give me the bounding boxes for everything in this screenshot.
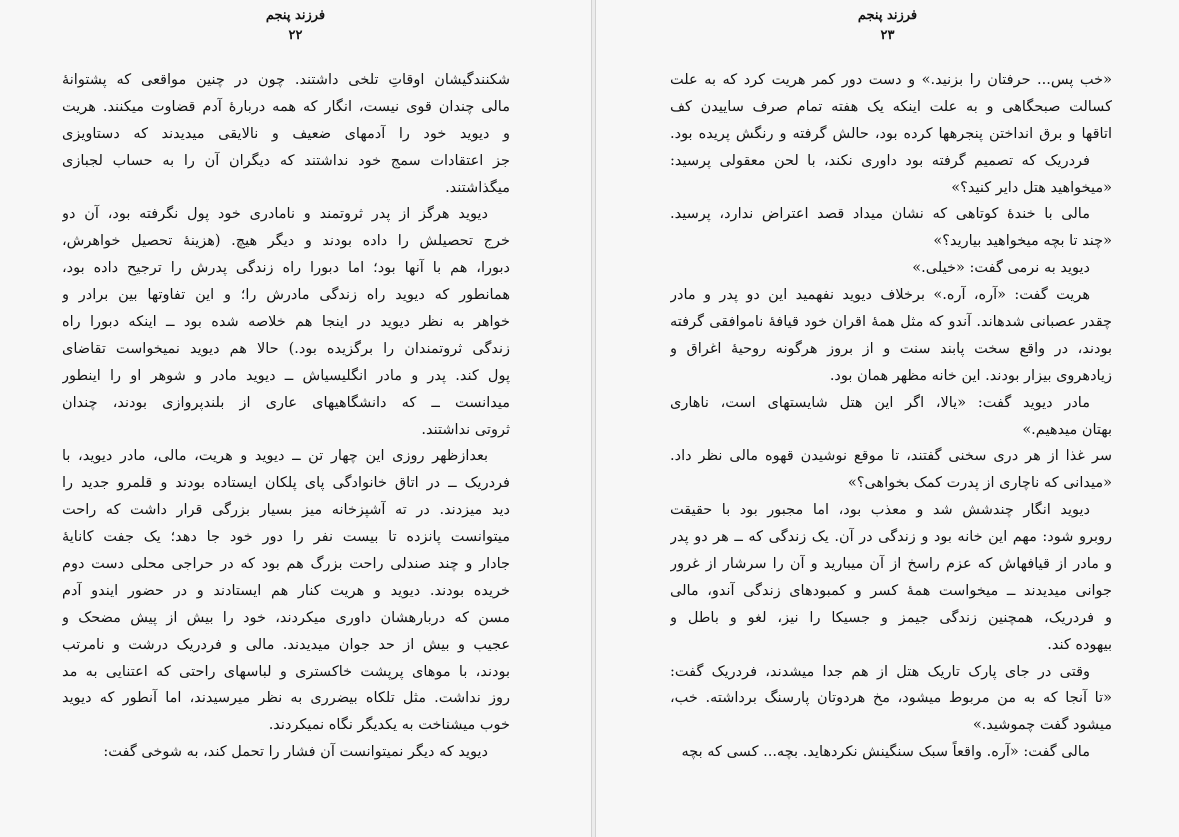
page-number: ۲۳ [880, 28, 895, 43]
running-title: فرزند پنجم [857, 8, 918, 23]
text-line: «چند تا بچه میخواهید بیارید؟» [933, 233, 1112, 250]
text-line: و مادر از قیافهاش که عزم راسخ از آن میبارید و آن را سرشار از غرور [670, 556, 1112, 573]
text-line: مالی گفت: «آره. واقعاً سبک سنگینش نکردهاید. بچه... کسی که بچه [681, 744, 1090, 761]
text-line: پول کند. پدر و مادر انگلیسیاش ــ دیوید مادر و شوهر او را اینطور [62, 367, 510, 384]
text-line: خواهر به نظر دیوید در اینجا هم خلاصه شده بود ــ اینکه دبورا راه [62, 314, 510, 331]
text-line: شکنندگیشان اوقاتِ تلخی داشتند. چون در چنین مواقعی که پشتوانهٔ [62, 72, 510, 88]
text-line: روز نداشت. مثل تلکاه بیضرری به نظر میرسیدند، اما آنطور که دیوید [62, 690, 510, 707]
text-line: و دیوید خود را آدمهای ضعیف و نالایقی میدیدند که دستاویزی [62, 125, 510, 142]
page-number: ۲۲ [288, 28, 303, 43]
text-line: «تا آنجا که به من مربوط میشود، مخ هردوتان پارسنگ برداشته. خب، [670, 690, 1112, 707]
text-line: فردریک که تصمیم گرفته بود داوری نکند، با لحن معقولی پرسید: [670, 152, 1090, 169]
text-line: مالی چندان قوی نیست، انگار که همه دربارهٔ آدم قضاوت میکنند. هریت [62, 98, 510, 115]
text-line: «میخواهید هتل دایر کنید؟» [951, 179, 1112, 196]
text-line: خریده بودند. دیوید و هریت کنار هم ایستادند و در حضور ایندو آدم [62, 582, 510, 599]
text-line: سر غذا از هر دری سخنی گفتند، تا موقع نوشیدن قهوه مالی نظر داد. [670, 448, 1112, 465]
body-text [62, 67, 510, 766]
text-line: روبرو شود: مهم این خانه بود و زندگی در آن. یک زندگی که ــ هر دو پدر [670, 529, 1112, 546]
text-line: بعدازظهر روزی این چهار تن ــ دیوید و هریت، مالی، مادر دیوید، با [62, 448, 488, 465]
text-line: دیوید که دیگر نمیتوانست آن فشار را تحمل کند، به شوخی گفت: [103, 744, 488, 761]
text-line: کسالت صبحگاهی و به علت اینکه یک هفته تمام صرف ساییدن کف [670, 98, 1112, 115]
text-line: مادر دیوید گفت: «یالا، اگر این هتل شایستهای است، ناهاری [670, 394, 1090, 411]
text-line: خوب میشناخت به یکدیگر نگاه نمیکردند. [268, 717, 510, 734]
text-line: و فردریک، همچنین زندگی جیمز و جسیکا را نیز، لغو و باطل و [670, 609, 1112, 626]
text-line: بیهوده کند. [1047, 636, 1112, 653]
text-line: زندگی ثروتمندان را برگزیده بود.) حالا هم دیوید نمیخواست تقاضای [62, 340, 510, 357]
text-line: بودند، با موهای پرپشت خاکستری و لباسهای راحتی که اعتنایی به مد [62, 663, 510, 680]
text-line: زیادهروی بیزار بودند. این خانه مظهر همان بود. [829, 367, 1112, 384]
text-line: دبورا، هم با آنها بود؛ اما دبورا راه زندگی پدرش را ترجیح داده بود، [62, 260, 510, 277]
text-line: میگذاشتند. [445, 179, 510, 196]
text-line: دید میزدند. در ته آشپزخانه میز بسیار بزرگی قرار داشت که راحت [62, 502, 510, 519]
running-title: فرزند پنجم [265, 8, 326, 23]
text-line: دیوید انگار چندشش شد و معذب بود، اما مجبور بود با حقیقت [670, 502, 1090, 519]
text-line: جادار و چند صندلی راحت بزرگ هم بود که در حراجی محلی دست دوم [62, 556, 510, 573]
text-line: وقتی در جای پارک تاریک هتل از هم جدا میشدند، فردریک گفت: [670, 663, 1090, 680]
text-line: «خب پس... حرفتان را بزنید.» و دست دور کمر هریت کرد که به علت [670, 72, 1112, 88]
text-line: دیوید به نرمی گفت: «خیلی.» [912, 260, 1090, 277]
text-line: اتاقها و برق انداختن پنجرهها کرده بود، حالش گرفته و رنگش پریده بود. [670, 125, 1112, 142]
text-line: جز اعتقادات سمج خود نداشتند که دیگران آن را به حساب لجبازی [62, 152, 510, 169]
body-text [670, 67, 1112, 766]
page-header [0, 8, 591, 44]
text-line: جوانی میدیدند ــ میخواست همهٔ کسر و کمبودهای زندگی آندو، مالی [670, 582, 1112, 599]
text-line: بودند، در واقع سخت پابند سنت و از بروز هرگونه روحیهٔ اغراق و [670, 340, 1112, 357]
text-line: مسن که دربارهشان داوری میکردند، خود را بیش از پیش مضحک و [62, 609, 510, 626]
text-line: عجیب و بیش از حد جوان میدیدند. مالی و فردریک درشت و نامرتب [62, 636, 510, 653]
page-header [596, 8, 1179, 44]
text-line: همانطور که دیوید راه زندگی مادرش را؛ و این تفاوتها بین برادر و [62, 287, 510, 304]
text-line: «میدانی که ناچاری از پدرت کمک بخواهی؟» [847, 475, 1112, 492]
text-line: ثروتی نداشتند. [421, 421, 510, 438]
text-line: میدانست ــ که دانشگاهیهای عاری از بلندپروازی بودند، چندان [62, 394, 510, 411]
text-line: مالی با خندهٔ کوتاهی که نشان میداد قصد اعتراض ندارد، پرسید. [670, 206, 1090, 223]
text-line: دیوید هرگز از پدر ثروتمند و نامادری خود پول نگرفته بود، آن دو [62, 206, 488, 223]
text-line: چقدر عصبانی شدهاند. آندو که مثل همهٔ اقران خود قیافهٔ ناموافقی گرفته [670, 314, 1112, 331]
text-line: خرج تحصیلش را داده بودند و دیگر هیچ. (هزینهٔ تحصیل خواهرش، [62, 233, 510, 250]
text-line: فردریک ــ در اتاق خانوادگی پای پلکان ایستاده بودند و قلمرو جدید را [62, 475, 510, 492]
page-right [595, 0, 1179, 837]
text-line: هریت گفت: «آره، آره.» برخلاف دیوید نفهمید این دو پدر و مادر [670, 287, 1090, 304]
text-line: میشود گفت چموشید.» [972, 717, 1112, 734]
text-line: بهتان میدهیم.» [1022, 421, 1112, 438]
text-line: میتوانست پانزده تا بیست نفر را دور خود جا دهد؛ یک جفت کانایهٔ [62, 529, 510, 546]
